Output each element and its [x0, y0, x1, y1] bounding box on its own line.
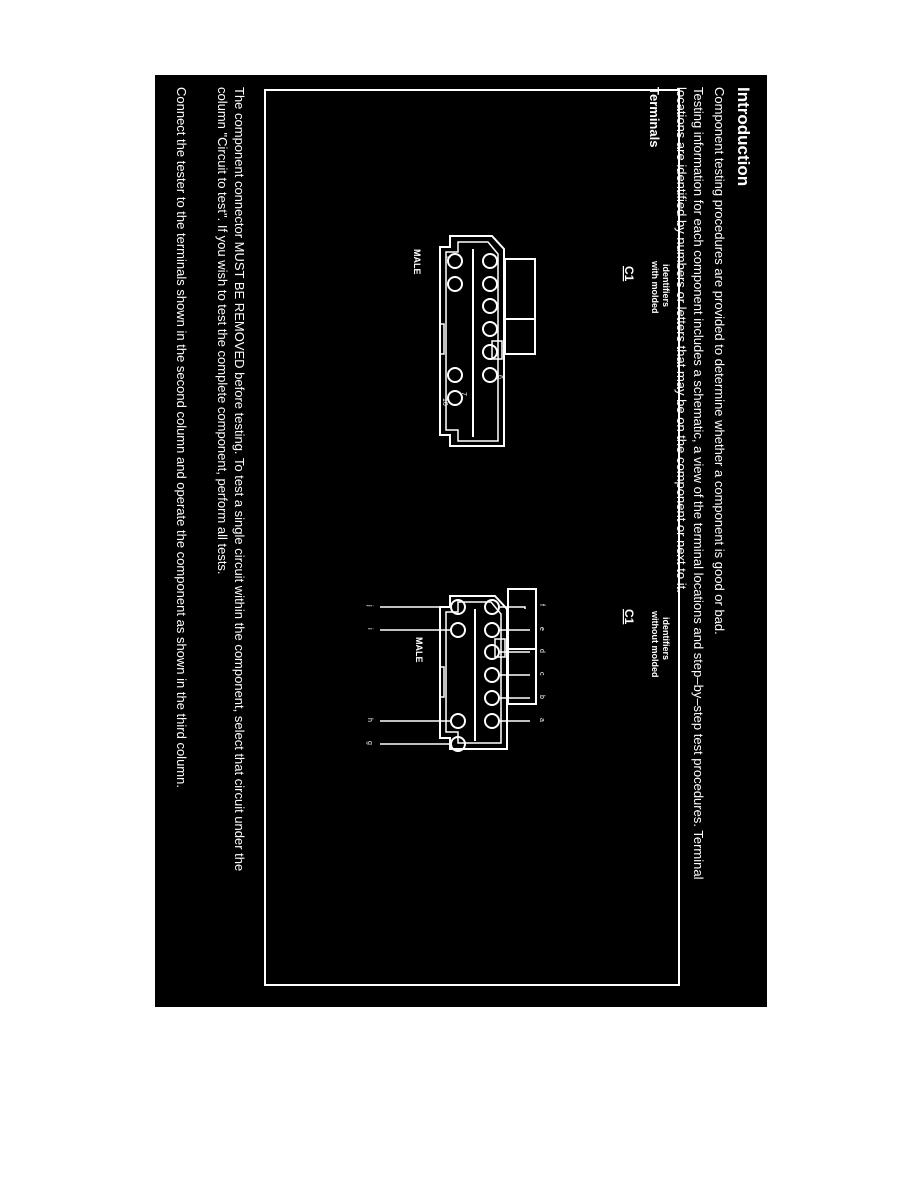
right-pin-letter-c: c	[538, 672, 545, 676]
left-pin-label-1: 1	[444, 255, 451, 259]
right-pin-letter-e: e	[538, 627, 545, 631]
left-connector-pins	[440, 254, 497, 405]
removal-note-line-1: The component connector MUST BE REMOVED before testing. To test a single circuit within the component, select that circuit under the	[232, 87, 247, 872]
left-connector-id: C1	[622, 266, 636, 282]
right-pin-letter-b: b	[538, 695, 545, 699]
right-caption-line2: identifiers	[661, 617, 671, 661]
removal-note-line-2: column "Circuit to test". If you wish to test the complete component, perform all tests.	[215, 87, 230, 575]
right-pin-letter-d: d	[538, 649, 545, 653]
right-connector-id: C1	[622, 609, 636, 625]
introduction-heading: Introduction	[734, 87, 753, 187]
intro-paragraph-2-line-2: locations are identified by numbers or letters that may be on the component or next to it.	[674, 87, 689, 593]
left-pin-label-10: 10	[441, 398, 448, 406]
left-pin-label-6: 6	[496, 375, 503, 379]
terminals-heading: Terminals	[647, 87, 662, 148]
right-pin-letter-g: g	[366, 741, 373, 745]
right-pin-letter-h: h	[366, 718, 373, 722]
right-pin-letter-f: f	[538, 604, 545, 606]
left-caption-line1: with molded	[650, 261, 660, 314]
right-pin-letter-a: a	[538, 718, 545, 722]
intro-paragraph-2-line-1: Testing information for each component includes a schematic, a view of the terminal locations and step–by–step test procedures. Terminal	[691, 87, 706, 880]
right-pin-letter-j: j	[366, 605, 373, 607]
rotated-page-content	[155, 75, 767, 1007]
manual-page-panel	[155, 75, 767, 1007]
right-pin-letter-i: i	[366, 628, 373, 630]
left-pin-label-7: 7	[460, 392, 467, 396]
left-caption-line2: identifiers	[661, 264, 671, 308]
connector-diagrams	[264, 89, 680, 986]
intro-paragraph-1: Component testing procedures are provided to determine whether a component is good or bad.	[712, 87, 727, 635]
right-caption-line1: without molded	[650, 611, 660, 678]
tester-instruction: Connect the tester to the terminals shown in the second column and operate the component as shown in the third column.	[174, 87, 189, 788]
left-gender-label: MALE	[412, 249, 422, 275]
right-gender-label: MALE	[414, 637, 424, 663]
